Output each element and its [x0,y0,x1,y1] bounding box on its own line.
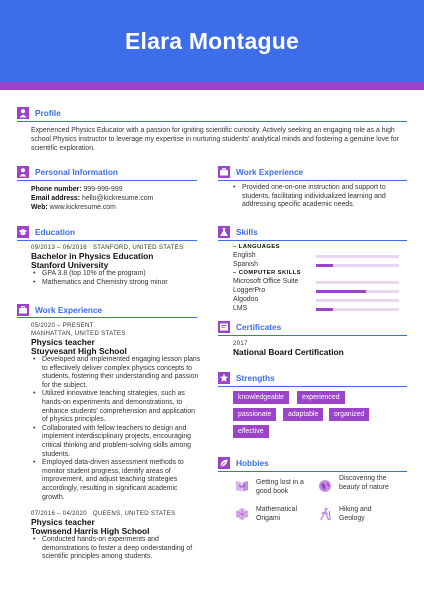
phone-value: 999-999-999 [83,186,123,193]
job-2-org: Townsend Harris High School [31,526,150,536]
work-section-header [17,303,102,317]
list-item: • GPA 3.8 (top 10% of the program) [31,270,197,279]
hobbies-title: Hobbies [236,458,269,468]
work-right-divider [218,180,407,181]
book-icon [235,479,249,493]
origami-icon [235,507,249,521]
education-list [31,270,197,287]
hobbies-divider [218,471,407,472]
strength-tag: adaptable [283,408,323,421]
strength-tag: knowledgeable [233,391,289,404]
education-title: Education [35,227,76,237]
education-dates: 09/2013 – 06/2016 [31,244,87,251]
skill-name: LoggerPro [233,287,266,294]
skill-name: English [233,252,256,259]
hobby-text: Discovering the beauty of nature [339,475,389,491]
hobby-text: Hiking and Geology [339,506,372,522]
personal-divider [17,180,197,181]
strength-tag: organized [329,408,369,421]
strengths-section-header [218,371,275,385]
list-item: • Employed data-driven assessment methods to monitor student progress, identify areas of improvement, and adjust teaching strategies accordingly, resulting in significant academic growth. [31,459,201,502]
job-2-dates: 07/2016 – 04/2020 [31,510,87,517]
strength-tag: passionate [233,408,276,421]
job-2-list [31,536,201,562]
briefcase-icon [17,304,29,316]
certificate-year: 2017 [233,340,248,347]
header-stripe [0,82,424,90]
certificates-divider [218,335,407,336]
email-label: Email address: [31,195,81,202]
certificates-title: Certificates [236,322,282,332]
job-1-list [31,356,201,502]
languages-label: – LANGUAGES [233,244,280,250]
education-section-header [17,225,75,239]
education-divider [17,240,197,241]
work-title: Work Experience [35,305,103,315]
skill-name: Algodoo [233,296,259,303]
skill-level-bar [316,255,399,258]
work-right-title: Work Experience [236,167,304,177]
job-1-dates: 05/2020 – PRESENT [31,322,94,329]
job-1-role: Physics teacher [31,337,95,347]
strengths-title: Strengths [236,373,275,383]
list-item: • Developed and implemented engaging lesson plans to effectively deliver complex physics concepts to students, fostering their understanding and passion for the subject. [31,356,201,390]
skill-level-fill [316,308,333,311]
web-label: Web: [31,204,48,211]
hiking-icon [318,507,332,521]
skill-name: Microsoft Office Suite [233,278,299,285]
hobbies-section-header [218,456,269,470]
skills-section-header [218,225,258,239]
strength-tag: experienced [297,391,345,404]
job-1-location: MANHATTAN, UNITED STATES [31,330,126,337]
list-item: • Provided one-on-one instruction and support to students, facilitating individualized learning and addressing specific academic needs. [231,184,407,210]
job-1-org: Stuyvesant High School [31,346,127,356]
person-icon [17,107,29,119]
personal-section-header [17,165,118,179]
list-item: • Mathematics and Chemistry strong minor [31,279,197,288]
work-divider [17,317,197,318]
education-location: STANFORD, UNITED STATES [92,244,184,251]
skill-name: Spanish [233,261,258,268]
skill-level-bar [316,264,399,267]
candidate-name: Elara Montague [124,28,300,54]
certificate-icon [218,321,230,333]
skill-level-bar [316,281,399,284]
work-right-section-header [218,165,303,179]
graduation-cap-icon [17,226,29,238]
person-icon [17,166,29,178]
education-school: Stanford University [31,260,109,270]
hobby-text: Getting lost in a good book [256,479,304,495]
skill-row [233,296,399,305]
profile-text: Experienced Physics Educator with a passion for igniting scientific curiosity. Actively seeking an engaging role as a high school Physics instructor to leverage my expertise in nurturing students' analytical minds and fostering a genuine love for scientific exploration. [31,127,399,152]
skill-level-fill [316,264,333,267]
skill-row [233,261,399,270]
skill-level-bar [316,308,399,311]
strengths-divider [218,386,407,387]
phone-line [31,185,123,194]
star-icon [218,372,230,384]
skill-level-bar [316,299,399,302]
skill-row [233,252,399,261]
list-item: • Conducted hands-on experiments and demonstrations to foster a deep understanding of scientific principles among students. [31,536,201,562]
profile-section-header [17,106,61,120]
education-degree: Bachelor in Physics Education [31,251,154,261]
globe-icon [318,479,332,493]
phone-label: Phone number: [31,186,82,193]
skills-divider [218,240,407,241]
profile-divider [17,121,407,122]
strength-tag: effective [233,425,269,438]
skill-row [233,305,399,314]
skill-name: LMS [233,305,248,312]
job-2-role: Physics teacher [31,517,95,527]
skill-row [233,278,399,287]
certificate-name: National Board Certification [233,347,344,357]
leaf-icon [218,457,230,469]
web-value[interactable]: www.kickresume.com [49,204,116,211]
computer-skills-label: – COMPUTER SKILLS [233,270,302,276]
list-item: • Collaborated with fellow teachers to design and implement interdisciplinary projects, encouraging critical thinking and problem-solving skills among students. [31,425,201,459]
certificates-section-header [218,320,281,334]
job-2-location: QUEENS, UNITED STATES [92,510,176,517]
email-line [31,194,153,203]
skills-title: Skills [236,227,258,237]
skill-row [233,287,399,296]
web-line [31,203,116,212]
profile-title: Profile [35,108,61,118]
hobby-text: Mathematical Origami [256,506,297,522]
personal-title: Personal Information [35,167,118,177]
email-value[interactable]: hello@kickresume.com [81,195,154,202]
skill-level-fill [316,290,366,293]
skill-level-bar [316,290,399,293]
briefcase-icon [218,166,230,178]
list-item: • Utilized innovative teaching strategies, such as hands-on experiments and demonstrations, to enhance students' comprehension and application of physics principles. [31,390,201,424]
work-right-list [231,184,407,210]
flask-icon [218,226,230,238]
